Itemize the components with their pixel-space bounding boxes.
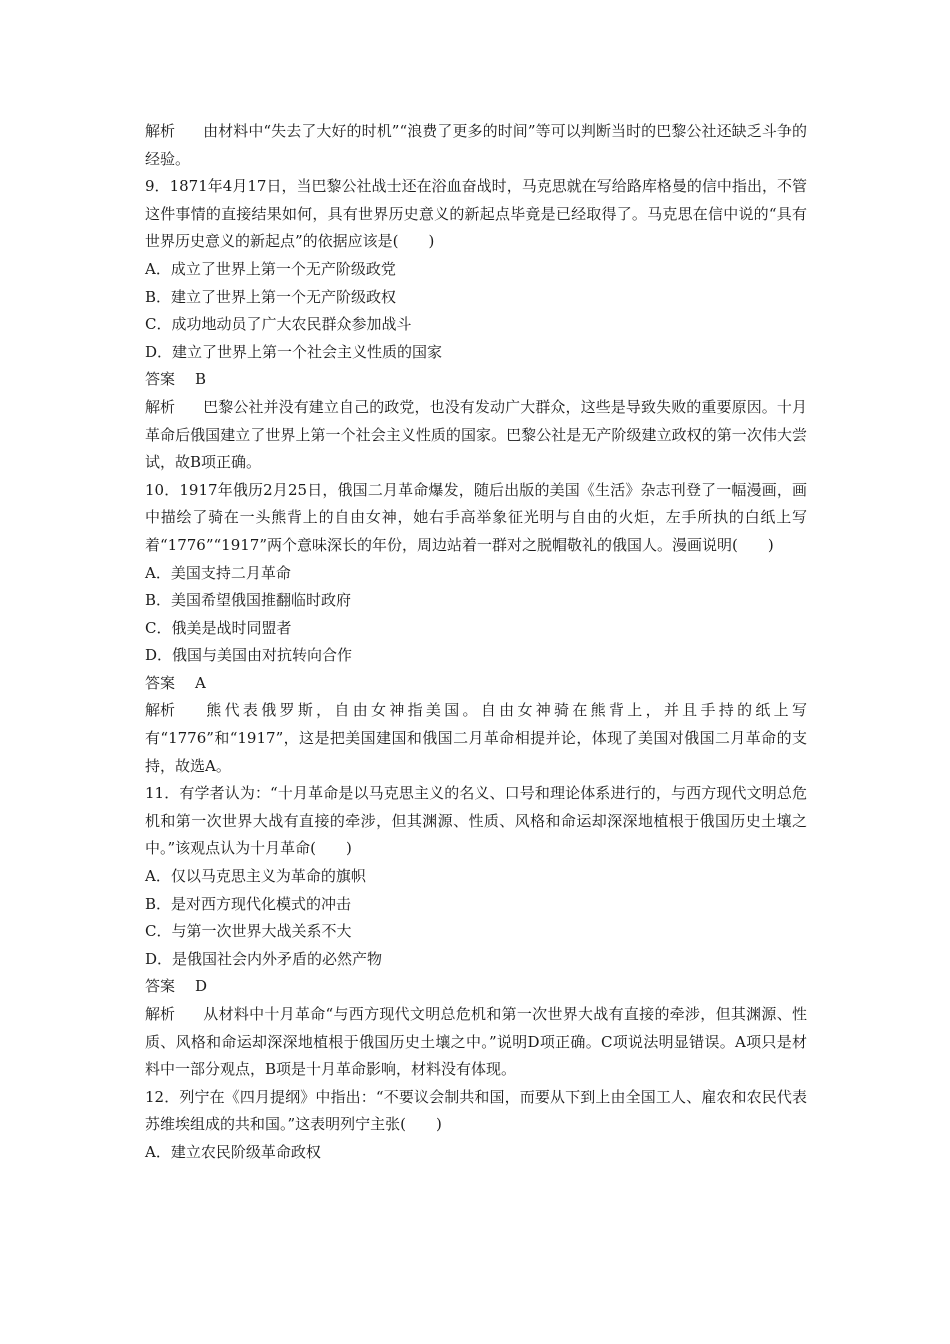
option-a: A．建立农民阶级革命政权 — [145, 1142, 321, 1161]
question-11 — [145, 780, 807, 863]
question-9 — [145, 173, 807, 256]
question-text: 9．1871年4月17日，当巴黎公社战士还在浴血奋战时，马克思就在写给路库格曼的信中指出，不管这件事情的直接结果如何，具有世界历史意义的新起点毕竟是已经取得了。马克思在信中说的“具有世界历史意义的新起点”的依据应该是( ) — [145, 177, 807, 251]
option-c: C．与第一次世界大战关系不大 — [145, 922, 352, 941]
option-a: A．美国支持二月革命 — [145, 563, 291, 582]
option-a: A．仅以马克思主义为革命的旗帜 — [145, 867, 366, 886]
option-d: D．俄国与美国由对抗转向合作 — [145, 646, 353, 665]
analysis-label: 解析 — [145, 122, 176, 140]
answer-value: A — [195, 673, 206, 692]
answer-block — [145, 973, 807, 1001]
question-12 — [145, 1084, 807, 1139]
document-page — [145, 118, 807, 1167]
analysis-label: 解析 — [145, 1005, 176, 1023]
question-text: 11．有学者认为：“十月革命是以马克思主义的名义、口号和理论体系进行的，与西方现代文明总危机和第一次世界大战有直接的牵涉，但其渊源、性质、风格和命运却深深地植根于俄国历史土壤之中。”该观点认为十月革命( ) — [145, 784, 807, 858]
option-c: C．成功地动员了广大农民群众参加战斗 — [145, 315, 412, 334]
answer-label: 答案 — [145, 370, 176, 389]
answer-block — [145, 670, 807, 698]
analysis-text: 从材料中十月革命“与西方现代文明总危机和第一次世界大战有直接的牵涉，但其渊源、性质、风格和命运却深深地植根于俄国历史土壤之中。”说明D项正确。C项说法明显错误。A项只是材料中一部分观点，B项是十月革命影响，材料没有体现。 — [145, 1005, 807, 1079]
analysis-text: 由材料中“失去了大好的时机”“浪费了更多的时间”等可以判断当时的巴黎公社还缺乏斗争的经验。 — [145, 122, 807, 168]
option-d: D．是俄国社会内外矛盾的必然产物 — [145, 949, 383, 968]
option-a: A．成立了世界上第一个无产阶级政党 — [145, 259, 396, 278]
answer-value: B — [195, 370, 207, 389]
option-b: B．是对西方现代化模式的冲击 — [145, 894, 352, 913]
question-text: 10．1917年俄历2月25日，俄国二月革命爆发，随后出版的美国《生活》杂志刊登了一幅漫画，画中描绘了骑在一头熊背上的自由女神，她右手高举象征光明与自由的火炬，左手所执的白纸上写着“1776”“1917”两个意味深长的年份，周边站着一群对之脱帽敬礼的俄国人。漫画说明( ) — [145, 480, 807, 554]
analysis-block — [145, 118, 807, 173]
answer-label: 答案 — [145, 673, 176, 692]
analysis-text: 巴黎公社并没有建立自己的政党，也没有发动广大群众，这些是导致失败的重要原因。十月革命后俄国建立了世界上第一个社会主义性质的国家。巴黎公社是无产阶级建立政权的第一次伟大尝试，故B项正确。 — [145, 397, 807, 472]
analysis-block — [145, 394, 807, 477]
option-b: B．建立了世界上第一个无产阶级政权 — [145, 287, 397, 306]
analysis-label: 解析 — [145, 701, 176, 720]
answer-value: D — [195, 977, 208, 996]
option-d: D．建立了世界上第一个社会主义性质的国家 — [145, 342, 443, 361]
answer-block — [145, 366, 807, 394]
option-b: B．美国希望俄国推翻临时政府 — [145, 591, 352, 610]
analysis-block — [145, 1001, 807, 1084]
analysis-text: 熊代表俄罗斯，自由女神指美国。自由女神骑在熊背上，并且手持的纸上写有“1776”和“1917”，这是把美国建国和俄国二月革命相提并论，体现了美国对俄国二月革命的支持，故选A。 — [145, 701, 807, 775]
analysis-block — [145, 697, 807, 780]
option-c: C．俄美是战时同盟者 — [145, 618, 292, 637]
question-10 — [145, 477, 807, 560]
answer-label: 答案 — [145, 977, 176, 996]
question-text: 12．列宁在《四月提纲》中指出：“不要议会制共和国，而要从下到上由全国工人、雇农和农民代表苏维埃组成的共和国。”这表明列宁主张( ) — [145, 1087, 807, 1134]
analysis-label: 解析 — [145, 397, 176, 416]
